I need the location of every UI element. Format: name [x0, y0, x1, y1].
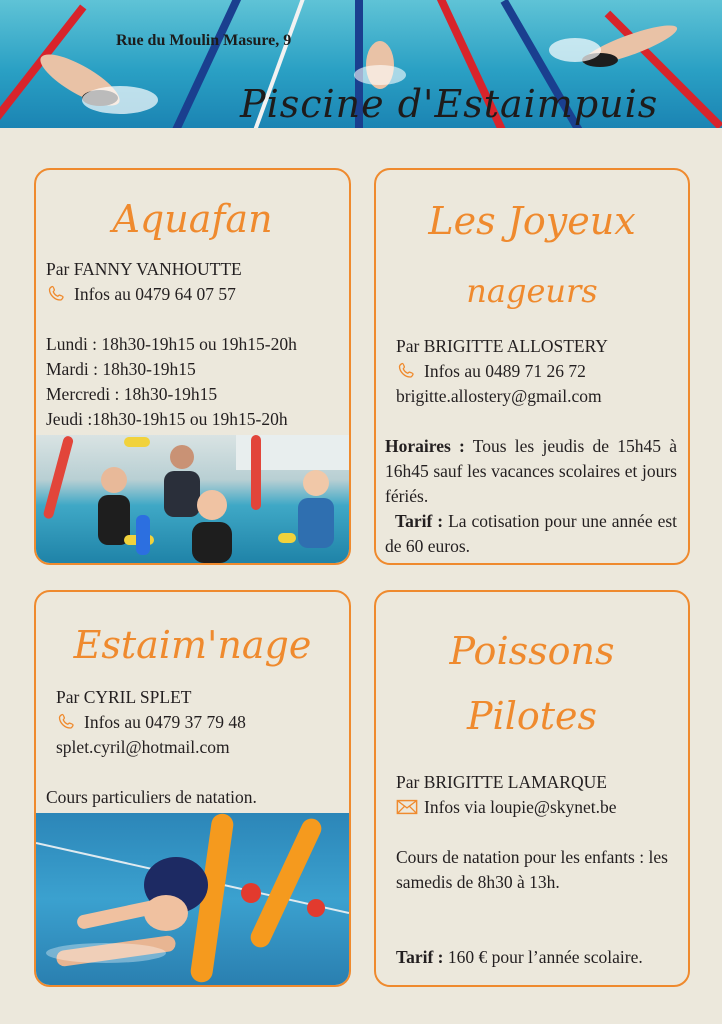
tarif-paragraph [385, 509, 677, 559]
schedule-line: Mercredi : 18h30-19h15 [46, 384, 218, 404]
phone-number: Infos au 0479 37 79 48 [84, 712, 246, 732]
card-title-line1: Les Joyeux [428, 199, 636, 243]
swim-lesson-illustration [36, 813, 349, 985]
tarif-label: Tarif : [395, 511, 444, 531]
horaires-paragraph [385, 434, 677, 509]
card-title: Estaim'nage [73, 623, 312, 667]
card-joyeux-nageurs [374, 168, 690, 565]
card-title-line2: Pilotes [466, 694, 597, 738]
phone-icon [396, 362, 418, 380]
contact-email[interactable]: Infos via loupie@skynet.be [424, 797, 617, 817]
card-title-line2: nageurs [466, 272, 598, 310]
phone-number: Infos au 0489 71 26 72 [424, 361, 586, 381]
phone-icon [46, 285, 68, 303]
description: Cours particuliers de natation. [46, 787, 257, 807]
description: Cours de natation pour les enfants : les samedis de 8h30 à 13h. [396, 847, 668, 892]
tarif-text: La cotisation pour une année est de 60 euros. [385, 511, 678, 556]
phone-info [56, 710, 246, 735]
instructor-name: Par BRIGITTE ALLOSTERY [396, 336, 608, 356]
horaires-text: Tous les jeudis de 15h45 à 16h45 sauf les vacances scolaires et jours fériés. [385, 436, 677, 506]
aquagym-illustration [36, 435, 349, 563]
instructor-name: Par BRIGITTE LAMARQUE [396, 772, 607, 792]
card-estaimnage [34, 590, 351, 987]
phone-icon [56, 713, 78, 731]
page-title: Piscine d'Estaimpuis [240, 82, 659, 126]
envelope-icon [396, 798, 418, 816]
instructor-name: Par CYRIL SPLET [56, 687, 192, 707]
schedule-line: Lundi : 18h30-19h15 ou 19h15-20h [46, 334, 297, 354]
horaires-label: Horaires : [385, 436, 465, 456]
tarif-label: Tarif : [396, 947, 444, 967]
instructor-name: Par FANNY VANHOUTTE [46, 259, 242, 279]
phone-info [396, 359, 586, 384]
email-address[interactable]: splet.cyril@hotmail.com [56, 737, 230, 757]
address-text: Rue du Moulin Masure, 9 [116, 32, 292, 49]
tarif-text: 160 € pour l’année scolaire. [447, 947, 643, 967]
card-aquafan [34, 168, 351, 565]
card-poissons-pilotes [374, 590, 690, 987]
swim-lesson-photo [36, 813, 349, 985]
card-title: Aquafan [112, 197, 273, 241]
phone-number: Infos au 0479 64 07 57 [74, 284, 236, 304]
phone-info [46, 282, 236, 307]
email-address[interactable]: brigitte.allostery@gmail.com [396, 386, 602, 406]
email-info [396, 795, 617, 820]
aquagym-photo [36, 435, 349, 563]
schedule-line: Mardi : 18h30-19h15 [46, 359, 196, 379]
schedule-line: Jeudi :18h30-19h15 ou 19h15-20h [46, 409, 288, 429]
card-title-line1: Poissons [449, 629, 615, 673]
tarif-paragraph [396, 945, 678, 970]
